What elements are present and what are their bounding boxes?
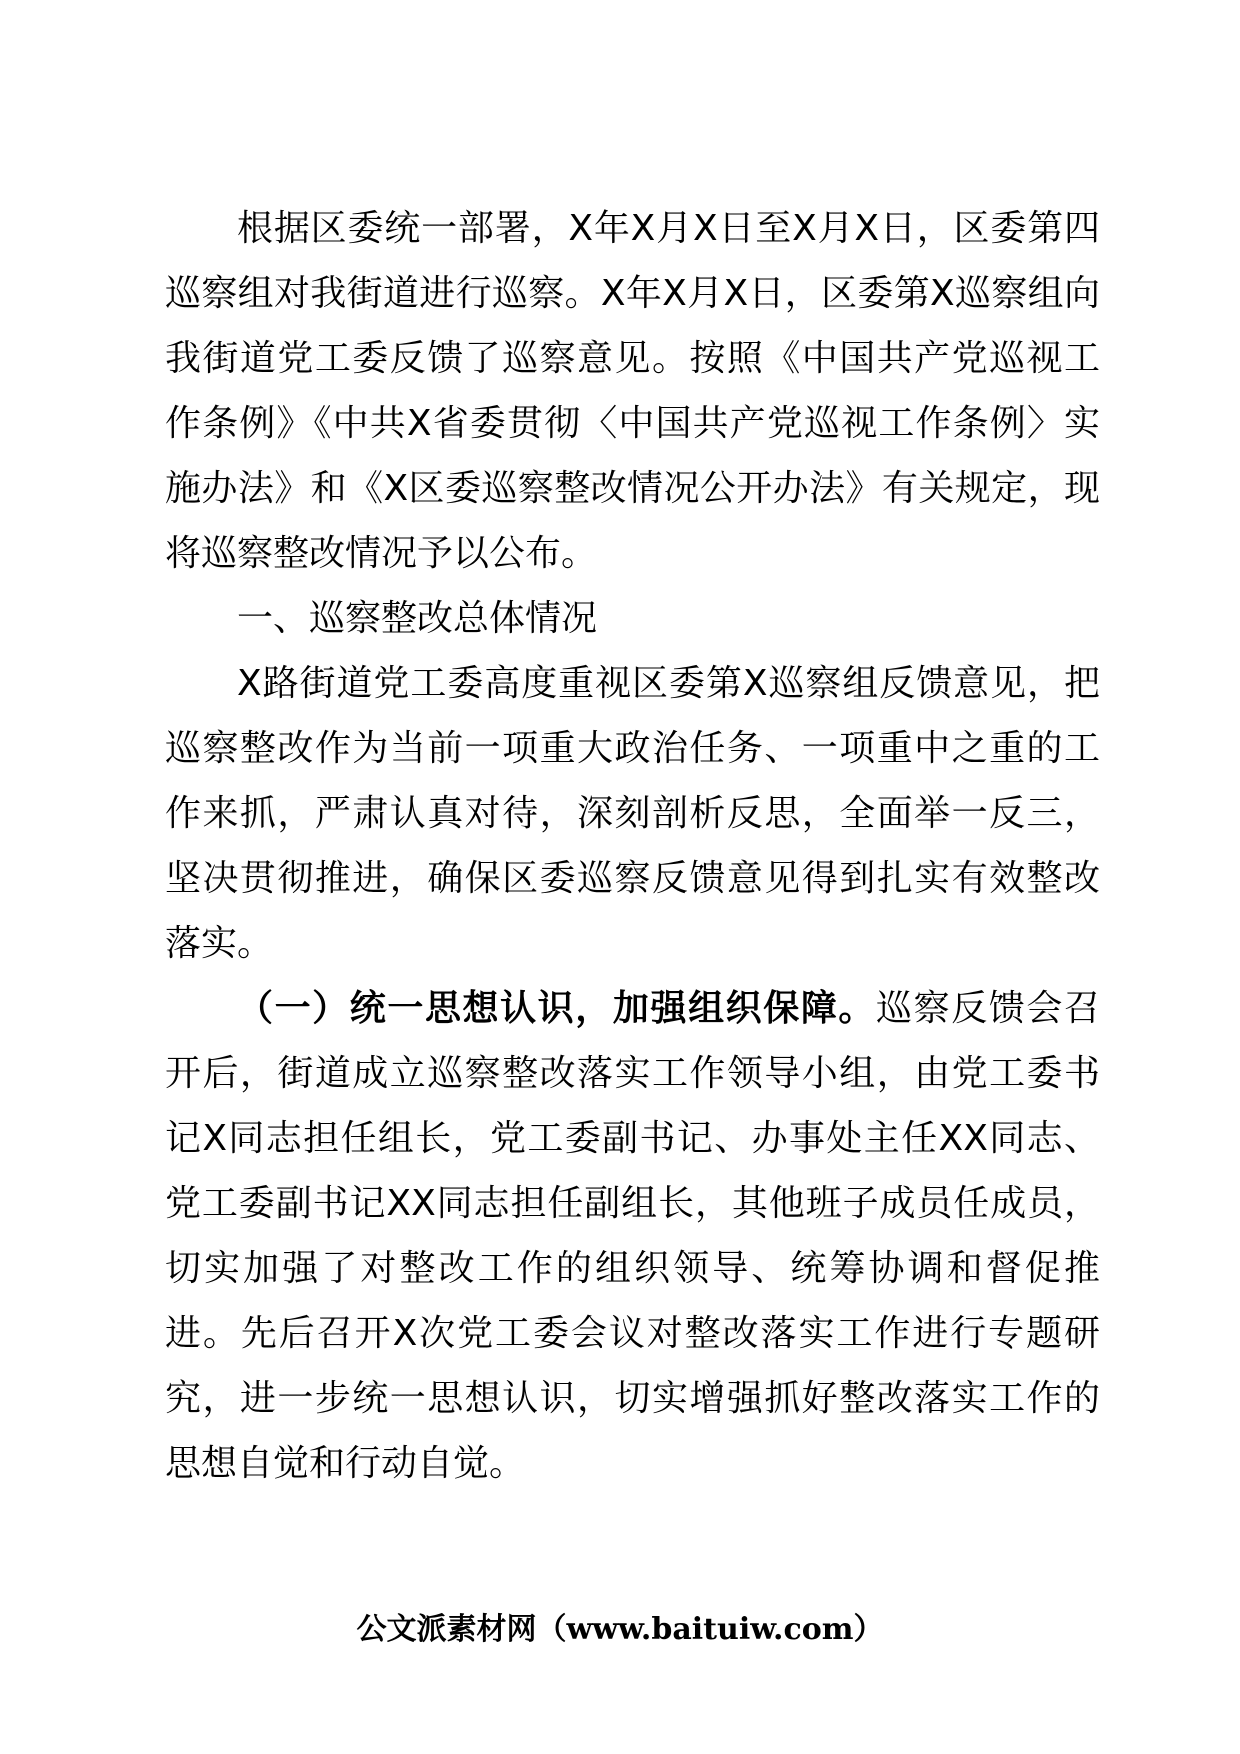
paragraph-intro [165, 196, 1100, 586]
paragraph-text: 根据区委统一部署，X年X月X日至X月X日，区委第四巡察组对我街道进行巡察。X年X月X日，区委第X巡察组向我街道党工委反馈了巡察意见。按照《中国共产党巡视工作条例》《中共X省委贯彻〈中国共产党巡视工作条例〉实施办法》和《X区委巡察整改情况公开办法》有关规定，现将巡察整改情况予以公布。 [165, 208, 1100, 574]
paragraph-text: X路街道党工委高度重视区委第X巡察组反馈意见，把巡察整改作为当前一项重大政治任务、一项重中之重的工作来抓，严肃认真对待，深刻剖析反思，全面举一反三，坚决贯彻推进，确保区委巡察反馈意见得到扎实有效整改落实。 [165, 663, 1100, 964]
paragraph-overall [165, 651, 1100, 976]
paragraph-text: 巡察反馈会召开后，街道成立巡察整改落实工作领导小组，由党工委书记X同志担任组长，党工委副书记、办事处主任XX同志、党工委副书记XX同志担任副组长，其他班子成员任成员，切实加强了对整改工作的组织领导、统筹协调和督促推进。先后召开X次党工委会议对整改落实工作进行专题研究，进一步统一思想认识，切实增强抓好整改落实工作的思想自觉和行动自觉。 [165, 988, 1100, 1484]
section-heading-overall [165, 586, 1100, 651]
section-heading-text: 一、巡察整改总体情况 [237, 598, 598, 639]
subsection-lead: （一）统一思想认识，加强组织保障。 [237, 988, 877, 1029]
paragraph-subsection-1 [165, 976, 1100, 1496]
document-body [165, 196, 1100, 1496]
footer-watermark: 公文派素材网（www.baituiw.com） [356, 1612, 884, 1647]
